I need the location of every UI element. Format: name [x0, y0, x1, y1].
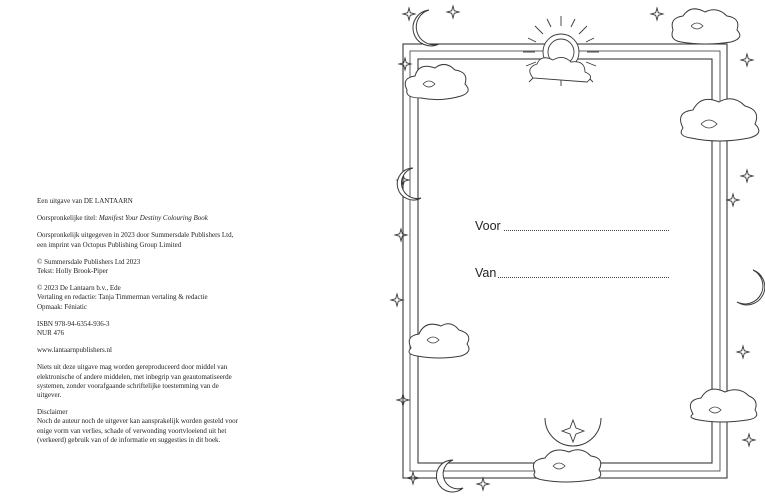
sparkle-star-icon [651, 8, 663, 20]
sparkle-star-icon [741, 54, 753, 66]
sparkle-star-icon [399, 58, 411, 70]
for-label: Voor [475, 219, 501, 233]
sparkle-star-icon [743, 434, 755, 446]
cloud-icon [672, 9, 740, 44]
crescent-moon-icon [436, 460, 463, 492]
for-line[interactable] [504, 230, 669, 231]
original-publication: Oorspronkelijk uitgegeven in 2023 door Summersdale Publishers Ltd, een imprint van Octopus Publishing Group Limited [37, 231, 234, 249]
colophon-text [37, 197, 337, 453]
cloud-icon [530, 57, 591, 82]
sparkle-star-icon [391, 294, 403, 306]
original-title: Manifest Your Destiny Colouring Book [98, 214, 208, 223]
sparkle-star-icon [477, 478, 489, 490]
sparkle-star-icon [403, 8, 415, 20]
isbn-block: ISBN 978-94-6354-936-3 NUR 476 [37, 319, 110, 338]
sparkle-star-icon [737, 346, 749, 358]
from-line[interactable] [498, 277, 669, 278]
frame-border [403, 44, 727, 478]
celestial-frame-illustration [383, 0, 765, 498]
sparkle-star-icon [395, 229, 407, 241]
disclaimer-block: Disclaimer Noch de auteur noch de uitgever kan aansprakelijk worden gesteld voor enige vorm van verlies, schade of verwonding voortvloeiend uit het (verkeerd) gebruik van of de informatie en suggesties in dit boek. [37, 408, 337, 445]
copyright-original: © Summersdale Publishers Ltd 2023 Tekst: Holly Brook-Piper [37, 257, 141, 276]
copyright-dutch: © 2023 De Lantaarn b.v., Ede Vertaling en redactie: Tanja Timmerman vertaling & redactie Opmaak: Féniatic [37, 284, 208, 311]
from-label: Van [475, 266, 497, 280]
cloud-icon [405, 64, 468, 99]
crescent-moon-icon [397, 168, 421, 200]
sparkle-star-icon [741, 170, 753, 182]
original-title-line: Oorspronkelijke titel: Manifest Your Destiny Colouring Book [37, 214, 208, 223]
sparkle-star-icon [562, 420, 584, 442]
cloud-icon [533, 450, 600, 482]
publisher-line: Een uitgave van DE LANTAARN [37, 197, 133, 205]
crescent-moon-icon [737, 270, 765, 305]
cloud-icon [690, 389, 756, 422]
dedication-page [383, 0, 765, 498]
sparkle-star-icon [447, 6, 459, 18]
disclaimer-title: Disclaimer [37, 408, 68, 417]
cloud-icon [681, 99, 759, 141]
rights-notice: Niets uit deze uitgave mag worden gereproduceerd door middel van elektronische of andere middelen, met inbegrip van geautomatiseerde systemen, zonder voorafgaande schriftelijke toestemming van de uitgever. [37, 363, 232, 400]
sparkle-star-icon [727, 194, 739, 206]
colophon-page [0, 0, 382, 498]
website: www.lantaarnpublishers.nl [37, 346, 112, 355]
crescent-moon-icon [413, 10, 439, 46]
